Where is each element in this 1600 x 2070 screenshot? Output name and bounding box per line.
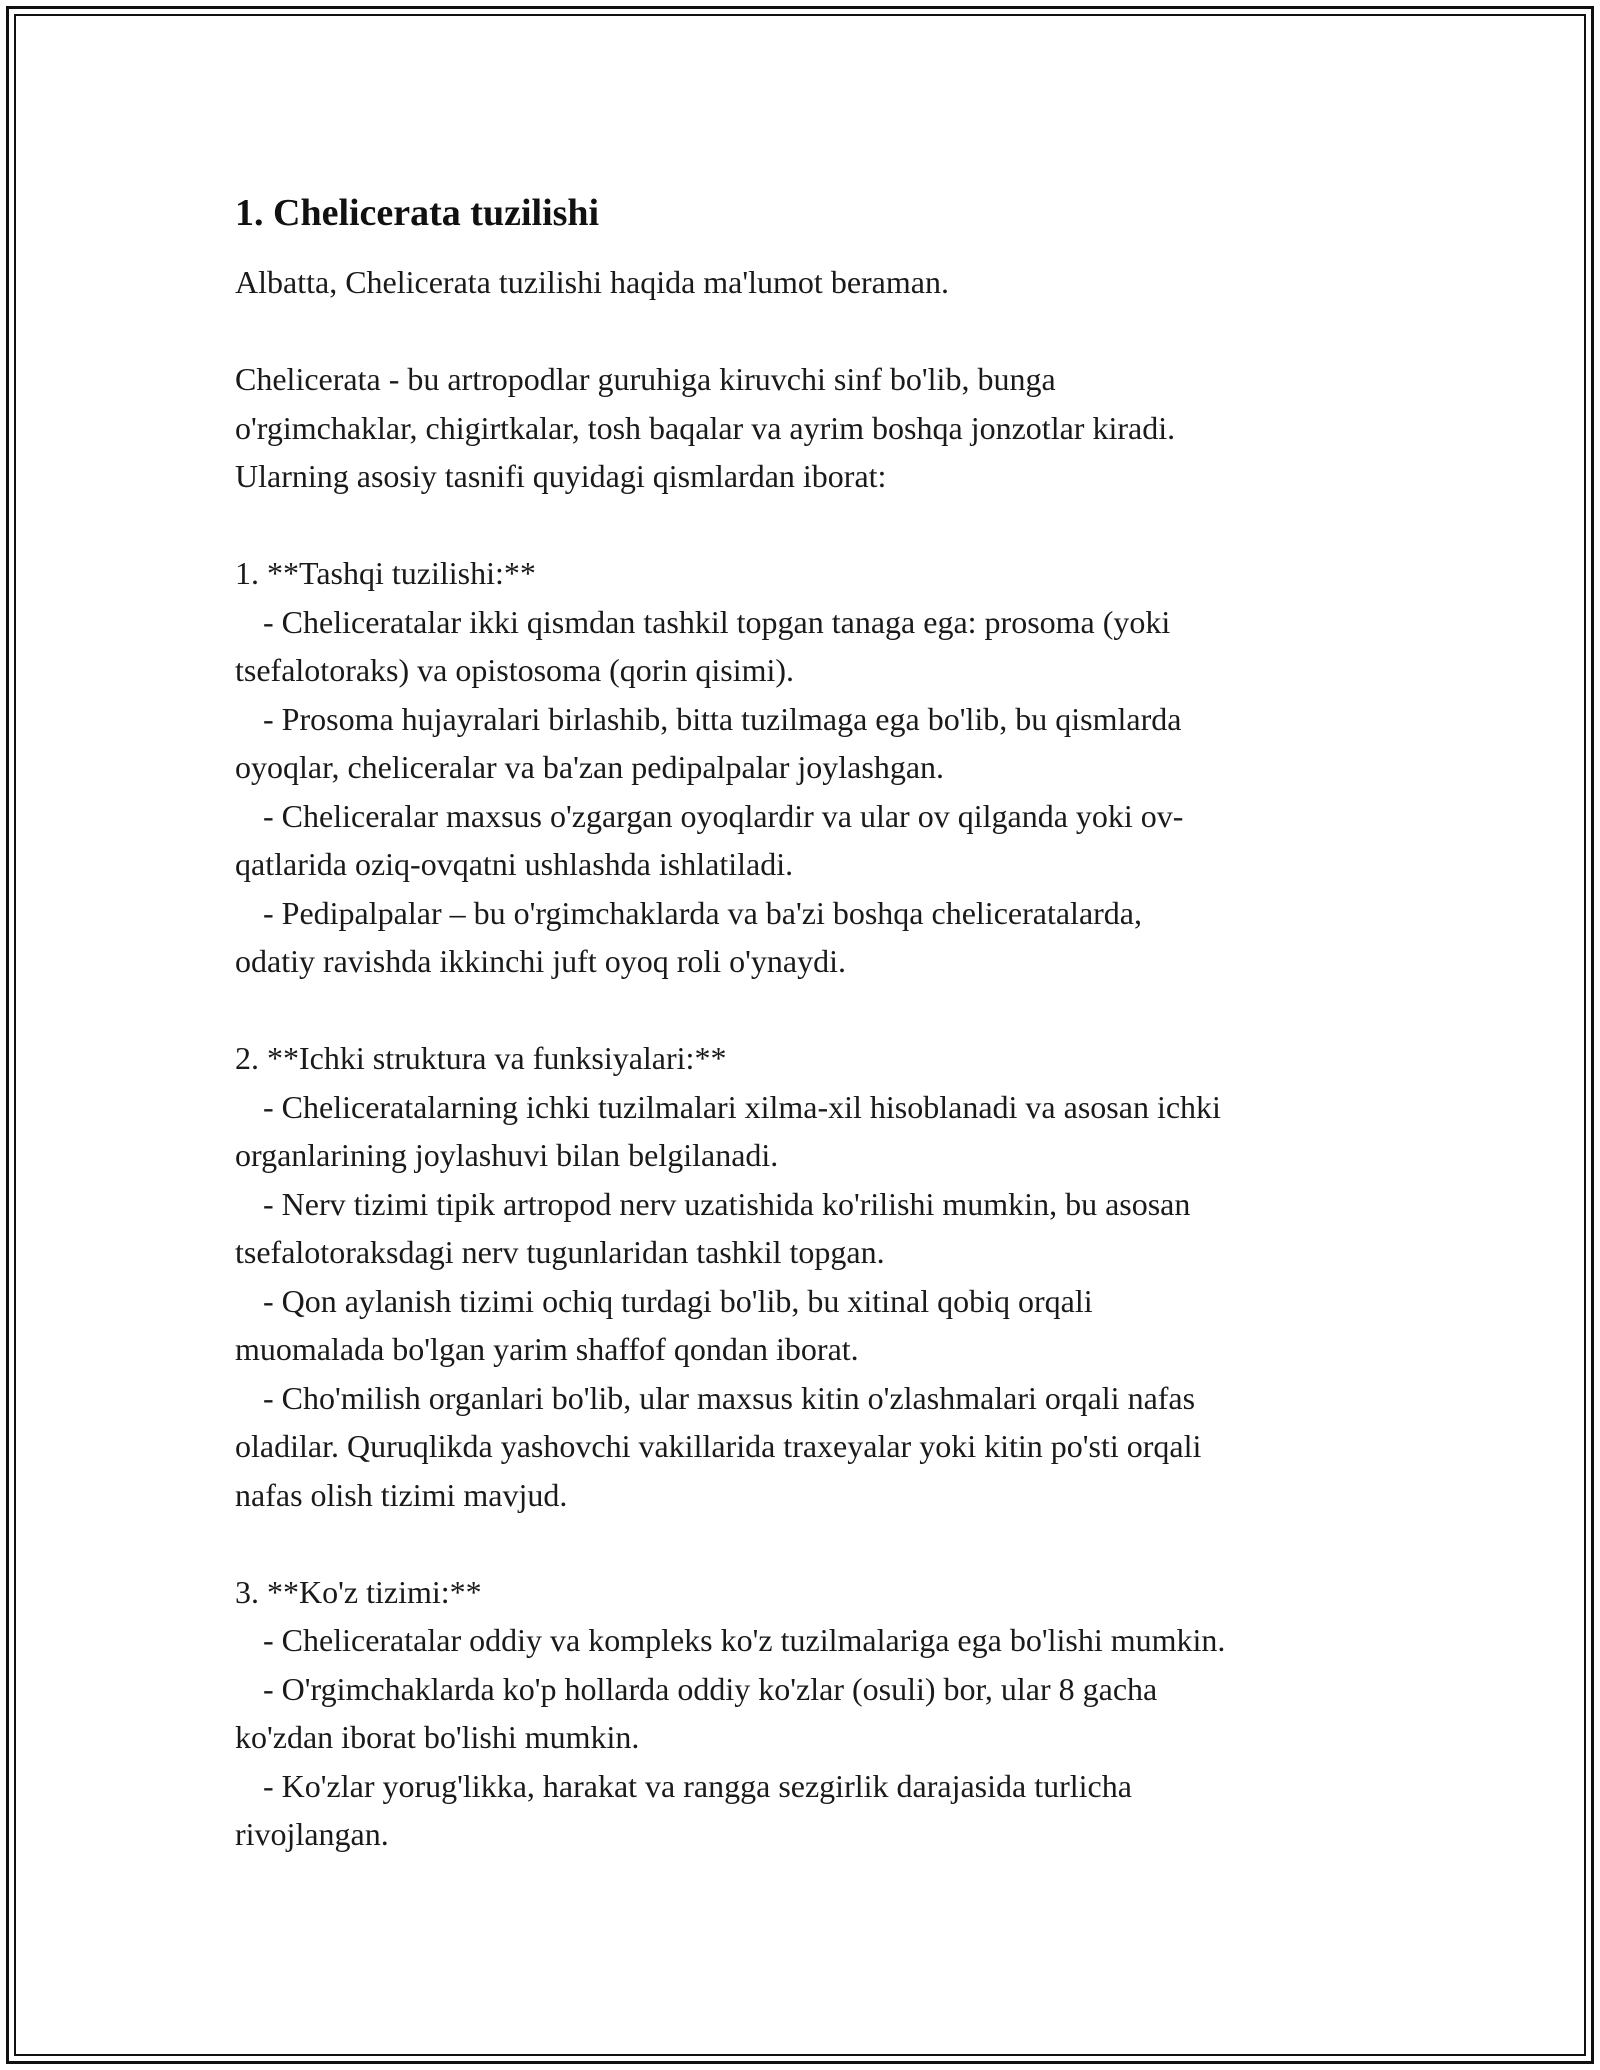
section-internal-structure: [235, 1034, 1385, 1519]
list-item-line: organlarining joylashuvi bilan belgilanadi.: [235, 1137, 779, 1173]
list-item-line: tsefalotoraks) va opistosoma (qorin qisimi).: [235, 652, 795, 688]
list-item-line: rivojlangan.: [235, 1816, 389, 1852]
description-line: Chelicerata - bu artropodlar guruhiga kiruvchi sinf bo'lib, bunga: [235, 361, 1056, 397]
list-item-line: - Nerv tizimi tipik artropod nerv uzatishida ko'rilishi mumkin, bu asosan: [263, 1185, 1191, 1222]
paragraph-gap: [235, 1519, 1385, 1568]
list-item-line: - Cheliceratalarning ichki tuzilmalari xilma-xil hisoblanadi va asosan ichki: [263, 1088, 1221, 1125]
list-item-line: - Cho'milish organlari bo'lib, ular maxsus kitin o'zlashmalari orqali nafas: [263, 1379, 1196, 1416]
paragraph-gap: [235, 307, 1385, 356]
section-eye-system: [235, 1568, 1385, 1859]
document-body: [235, 180, 1385, 1859]
document-title: 1. Chelicerata tuzilishi: [235, 192, 600, 234]
list-item-line: - Pedipalpalar – bu o'rgimchaklarda va ba'zi boshqa cheliceratalarda,: [263, 894, 1142, 931]
paragraph-gap: [235, 501, 1385, 550]
list-item-line: - Qon aylanish tizimi ochiq turdagi bo'lib, bu xitinal qobiq orqali: [263, 1282, 1093, 1319]
paragraph-gap: [235, 986, 1385, 1035]
section-heading: 1. **Tashqi tuzilishi:**: [235, 555, 536, 591]
list-item-line: nafas olish tizimi mavjud.: [235, 1476, 568, 1513]
list-item-line: ko'zdan iborat bo'lishi mumkin.: [235, 1719, 640, 1755]
list-item-line: oyoqlar, cheliceralar va ba'zan pedipalpalar joylashgan.: [235, 749, 945, 785]
description-paragraph: [235, 355, 1385, 501]
section-external-structure: [235, 549, 1385, 986]
list-item-line: - Ko'zlar yorug'likka, harakat va rangga sezgirlik darajasida turlicha: [263, 1767, 1132, 1804]
list-item-line: oladilar. Quruqlikda yashovchi vakillarida traxeyalar yoki kitin po'sti orqali: [235, 1428, 1202, 1464]
list-item-line: - Cheliceratalar ikki qismdan tashkil topgan tanaga ega: prosoma (yoki: [263, 603, 1171, 640]
list-item-line: - Cheliceratalar oddiy va kompleks ko'z tuzilmalariga ega bo'lishi mumkin.: [263, 1622, 1226, 1658]
list-item-line: tsefalotoraksdagi nerv tugunlaridan tashkil topgan.: [235, 1234, 885, 1270]
description-line: o'rgimchaklar, chigirtkalar, tosh baqalar va ayrim boshqa jonzotlar kiradi.: [235, 409, 1176, 446]
intro-paragraph: Albatta, Chelicerata tuzilishi haqida ma'lumot beraman.: [235, 264, 949, 300]
list-item-line: - Prosoma hujayralari birlashib, bitta tuzilmaga ega bo'lib, bu qismlarda: [263, 700, 1182, 737]
list-item-line: qatlarida oziq-ovqatni ushlashda ishlatiladi.: [235, 846, 794, 882]
section-heading: 3. **Ko'z tizimi:**: [235, 1573, 482, 1610]
section-heading: 2. **Ichki struktura va funksiyalari:**: [235, 1040, 727, 1076]
list-item-line: - Cheliceralar maxsus o'zgargan oyoqlardir va ular ov qilganda yoki ov-: [263, 797, 1184, 834]
list-item-line: odatiy ravishda ikkinchi juft oyoq roli o'ynaydi.: [235, 943, 846, 979]
list-item-line: - O'rgimchaklarda ko'p hollarda oddiy ko'zlar (osuli) bor, ular 8 gacha: [263, 1670, 1158, 1707]
list-item-line: muomalada bo'lgan yarim shaffof qondan iborat.: [235, 1331, 859, 1367]
description-line: Ularning asosiy tasnifi quyidagi qismlardan iborat:: [235, 458, 887, 494]
